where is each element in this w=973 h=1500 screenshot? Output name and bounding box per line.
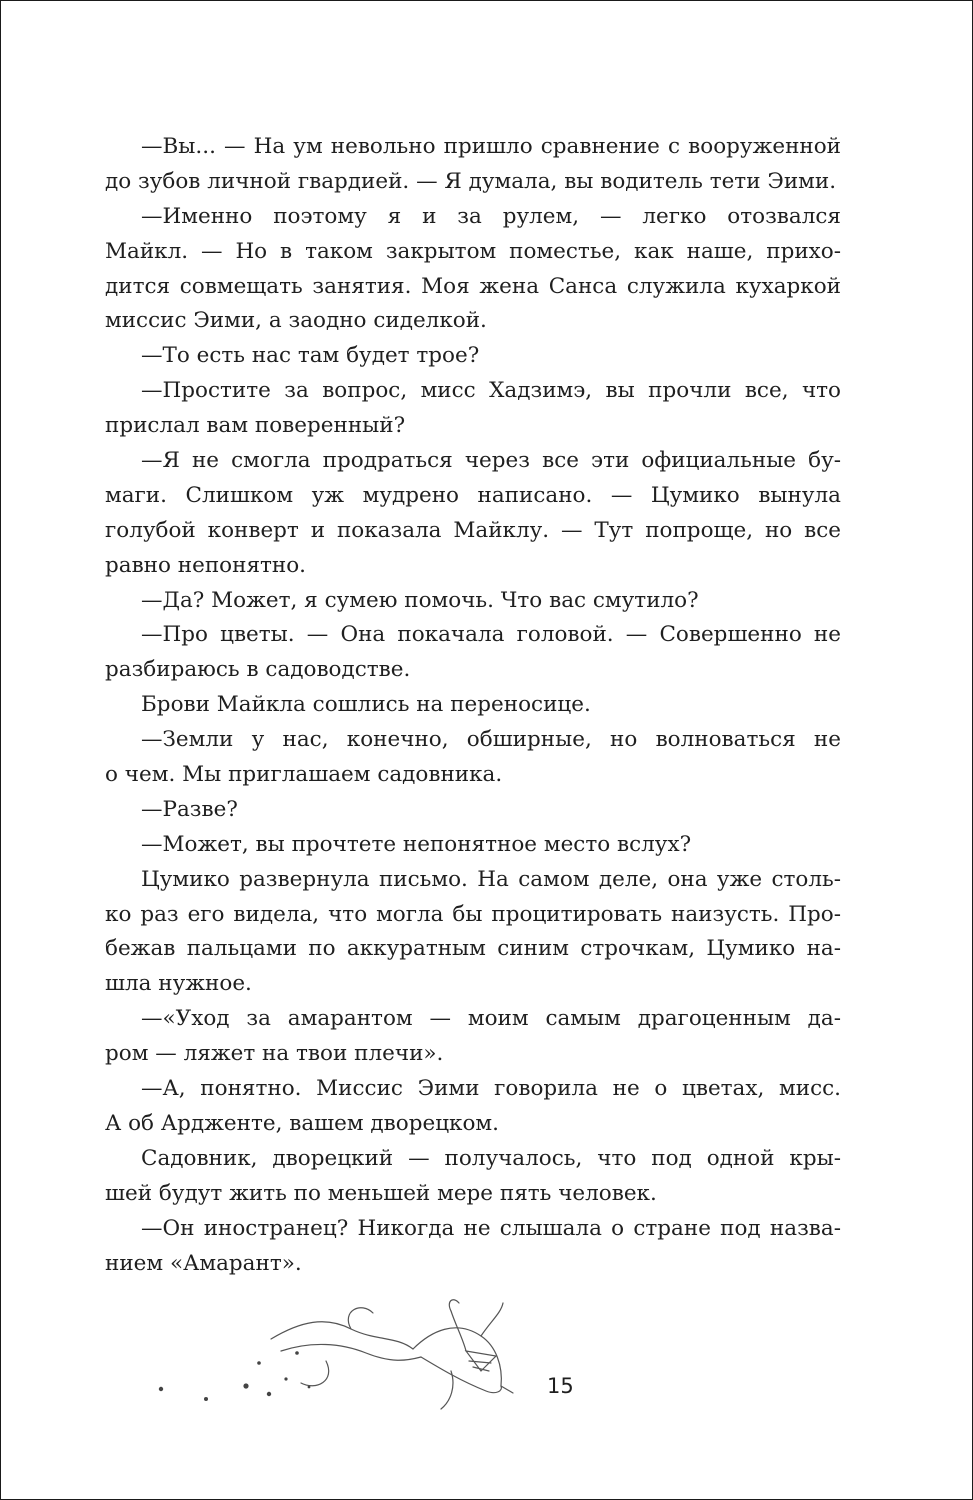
text-line: —Разве? bbox=[141, 796, 238, 822]
paragraph bbox=[105, 618, 841, 688]
text-line: —Про цветы. — Она покачала головой. — Совершенно не bbox=[141, 622, 841, 648]
text-line: шей будут жить по меньшей мере пять человек. bbox=[105, 1180, 657, 1206]
paragraph bbox=[105, 863, 841, 1003]
text-line: миссис Эими, а заодно сиделкой. bbox=[105, 308, 487, 334]
bird-with-ribbon-icon bbox=[151, 1291, 531, 1421]
paragraph bbox=[105, 444, 841, 584]
body-text bbox=[105, 130, 841, 1281]
paragraph bbox=[105, 1072, 841, 1142]
text-line: —Именно поэтому я и за рулем, — легко отозвался bbox=[141, 203, 841, 229]
text-line: Брови Майкла сошлись на переносице. bbox=[141, 692, 591, 718]
text-line: —Да? Может, я сумею помочь. Что вас смутило? bbox=[141, 587, 699, 613]
paragraph bbox=[105, 584, 841, 619]
text-line: бежав пальцами по аккуратным синим строчкам, Цумико на- bbox=[105, 936, 841, 962]
text-line: о чем. Мы приглашаем садовника. bbox=[105, 762, 503, 788]
text-line: —Простите за вопрос, мисс Хадзимэ, вы прочли все, что bbox=[141, 378, 841, 404]
text-line: дится совмещать занятия. Моя жена Санса служила кухаркой bbox=[105, 273, 841, 299]
paragraph bbox=[105, 723, 841, 793]
text-line: —Я не смогла продраться через все эти официальные бу- bbox=[141, 448, 841, 474]
text-line: прислал вам поверенный? bbox=[105, 413, 406, 439]
paragraph bbox=[105, 793, 841, 828]
text-line: Садовник, дворецкий — получалось, что под одной кры- bbox=[141, 1145, 841, 1171]
paragraph bbox=[105, 688, 841, 723]
text-line: Цумико развернула письмо. На самом деле, она уже столь- bbox=[141, 866, 841, 892]
text-line: Майкл. — Но в таком закрытом поместье, как наше, прихо- bbox=[105, 238, 841, 264]
text-line: —Вы... — На ум невольно пришло сравнение с вооруженной bbox=[141, 134, 841, 159]
text-line: нием «Амарант». bbox=[105, 1250, 302, 1276]
paragraph bbox=[105, 374, 841, 444]
text-line: А об Ардженте, вашем дворецком. bbox=[105, 1110, 499, 1136]
text-line: —Он иностранец? Никогда не слышала о стране под назва- bbox=[141, 1215, 841, 1241]
text-line: —«Уход за амарантом — моим самым драгоценным да- bbox=[141, 1006, 841, 1032]
text-line: —То есть нас там будет трое? bbox=[141, 343, 480, 369]
paragraph bbox=[105, 200, 841, 340]
text-line: —А, понятно. Миссис Эими говорила не о цветах, мисс. bbox=[141, 1076, 841, 1102]
text-line: ко раз его видела, что могла бы процитировать наизусть. Про- bbox=[105, 901, 841, 927]
paragraph bbox=[105, 1142, 841, 1212]
text-line: равно непонятно. bbox=[105, 552, 307, 578]
paragraph bbox=[105, 1212, 841, 1282]
text-line: голубой конверт и показала Майклу. — Тут попроще, но все bbox=[105, 517, 841, 543]
text-line: разбираюсь в садоводстве. bbox=[105, 657, 411, 683]
text-line: до зубов личной гвардией. — Я думала, вы водитель тети Эими. bbox=[105, 168, 837, 194]
text-line: ром — ляжет на твои плечи». bbox=[105, 1041, 444, 1067]
paragraph bbox=[105, 130, 841, 200]
paragraph bbox=[105, 339, 841, 374]
text-line: —Может, вы прочтете непонятное место вслух? bbox=[141, 831, 692, 857]
paragraph bbox=[105, 1002, 841, 1072]
text-line: —Земли у нас, конечно, обширные, но волноваться не bbox=[141, 727, 841, 753]
paragraph bbox=[105, 828, 841, 863]
page-number: 15 bbox=[547, 1374, 574, 1398]
text-line: маги. Слишком уж мудрено написано. — Цумико вынула bbox=[105, 482, 841, 508]
text-line: шла нужное. bbox=[105, 971, 252, 997]
